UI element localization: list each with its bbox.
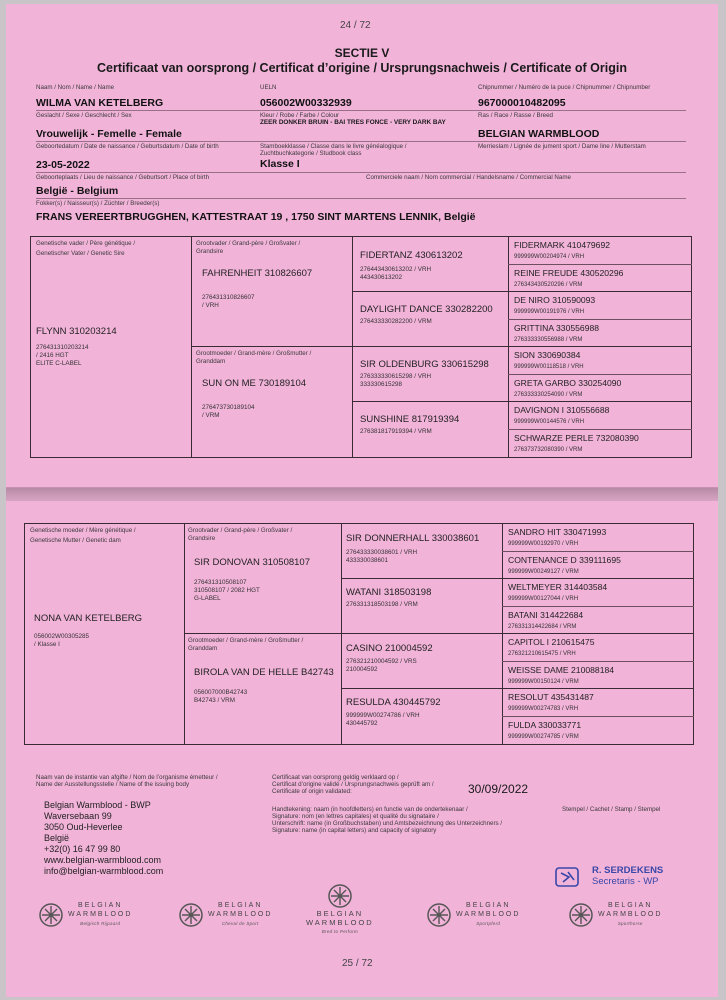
ancestor-info: 276321210004592 / VRS 210004592 — [346, 658, 417, 673]
issuer-line: Belgian Warmblood - BWP — [44, 800, 151, 810]
logo-tagline: Bred to Perform — [321, 929, 358, 934]
chip-value: 967000010482095 — [478, 97, 566, 109]
ancestor-info: 999999W00191976 / VRH — [514, 309, 585, 315]
ancestor-info: 276381817919394 / VRM — [360, 428, 432, 435]
validated-label: Certificaat van oorsprong geldig verklaard op / — [272, 774, 399, 781]
logo-word: WARMBLOOD — [208, 911, 273, 918]
ancestor-info: 276331318503198 / VRM — [346, 601, 418, 608]
sire-name: FLYNN 310203214 — [36, 326, 117, 337]
ancestor-name: DAYLIGHT DANCE 330282200 — [360, 304, 493, 315]
ancestor-name: WEISSE DAME 210088184 — [508, 665, 615, 675]
validated-label-2: Certificat d’origine validé / Ursprungsnachweis geprüft am / — [272, 781, 434, 788]
sire-grandsire-name: FAHRENHEIT 310826607 — [202, 268, 313, 279]
ancestor-info: 276433330282200 / VRM — [360, 318, 432, 325]
logo-word: BELGIAN — [78, 902, 123, 909]
pob-value: België - Belgium — [36, 185, 119, 197]
ancestor-name: SIR DONNERHALL 330038601 — [346, 533, 480, 544]
divider — [36, 198, 686, 199]
certificate-page-bottom — [6, 500, 718, 997]
ancestor-info: 276373732080390 / VRM — [514, 447, 583, 453]
studbook-label-2: Zuchtbuchkategorie / Studbook class — [260, 150, 362, 157]
ancestor-info: 999999W00192970 / VRH — [508, 541, 579, 547]
ueln-value: 056002W00332939 — [260, 97, 352, 109]
ancestor-name: GRITTINA 330556988 — [514, 323, 600, 333]
breed-value: BELGIAN WARMBLOOD — [478, 128, 600, 140]
chip-label: Chipnummer / Numéro de la puce / Chipnummer / Chipnumber — [478, 84, 651, 91]
dam-grandsire-label-2: Grandsire — [188, 535, 216, 542]
dam-grandsire-name: SIR DONOVAN 310508107 — [194, 557, 310, 568]
ueln-label: UELN — [260, 84, 277, 91]
ancestor-name: DE NIRO 310590093 — [514, 295, 596, 305]
ancestor-info: 276343430520296 / VRM — [514, 282, 583, 288]
ancestor-info: 276321210615475 / VRH — [508, 651, 576, 657]
colour-value: ZEER DONKER BRUIN - BAI TRES FONCE - VERY DARK BAY — [260, 119, 446, 126]
signature-label-4: Signature: name (in capital letters) and capacity of signatory — [272, 827, 437, 834]
bwp-logo-icon — [426, 902, 452, 928]
bwp-logo — [178, 901, 272, 928]
ancestor-info: 999999W00204974 / VRH — [514, 254, 585, 260]
breeder-value: FRANS VEREERTBRUGGHEN, KATTESTRAAT 19 , 1750 SINT MARTENS LENNIK, België — [36, 211, 476, 223]
bwp-logo-icon — [178, 902, 204, 928]
signature-label: Handtekening: naam (in hoofdletters) en functie van de ondertekenaar / — [272, 806, 468, 813]
section-title: SECTIE V — [334, 46, 390, 60]
sire-label: Genetische vader / Père génétique / — [36, 240, 136, 247]
logo-word: BELGIAN — [316, 909, 364, 918]
divider — [36, 110, 686, 111]
commercial-name-label: Commerciele naam / Nom commercial / Handelsname / Commercial Name — [366, 174, 571, 181]
ancestor-name: SIR OLDENBURG 330615298 — [360, 359, 489, 370]
dam-info: 056002W00305285 / Klasse I — [34, 633, 89, 648]
sire-grandsire-info: 276431310826607 / VRH — [202, 294, 255, 309]
sire-granddam-name: SUN ON ME 730189104 — [202, 378, 307, 389]
dob-label: Geboortedatum / Date de naissance / Geburtsdatum / Date of birth — [36, 143, 219, 150]
sex-value: Vrouwelijk - Femelle - Female — [36, 128, 182, 140]
bwp-logo-icon — [38, 902, 64, 928]
ancestor-info: 999999W00274786 / VRH 430445792 — [346, 712, 420, 727]
ancestor-name: SUNSHINE 817919394 — [360, 414, 460, 425]
ancestor-info: 276433330038601 / VRH 433330038601 — [346, 549, 418, 564]
certificate-title: Certificaat van oorsprong / Certificat d’origine / Ursprungsnachweis / Certificate of Origin — [97, 61, 627, 75]
ancestor-name: CONTENANCE D 339111695 — [508, 555, 621, 565]
logo-word: WARMBLOOD — [68, 911, 133, 918]
ancestor-name: FIDERMARK 410479692 — [514, 240, 611, 250]
validated-label-3: Certificate of origin validated: — [272, 788, 352, 795]
dam-granddam-label: Grootmoeder / Grand-mère / Großmutter / — [188, 637, 304, 644]
stamp-label: Stempel / Cachet / Stamp / Stempel — [562, 806, 661, 813]
ancestor-info: 999999W00127044 / VRH — [508, 596, 579, 602]
logo-word: BELGIAN — [466, 902, 511, 909]
sire-granddam-label-2: Granddam — [196, 358, 226, 365]
dam-label-2: Genetische Mutter / Genetic dam — [30, 537, 121, 544]
ancestor-name: WELTMEYER 314403584 — [508, 582, 608, 592]
certificate-page-top — [6, 4, 718, 488]
issuer-line: 3050 Oud-Heverlee — [44, 822, 123, 832]
bwp-logo — [568, 901, 662, 928]
bwp-logo — [38, 901, 132, 928]
issuer-line: Waversebaan 99 — [44, 811, 112, 821]
ancestor-name: CAPITOL I 210615475 — [508, 637, 595, 647]
stamp-seal-icon — [554, 865, 582, 896]
logo-tagline: Belgisch Rijpaard — [80, 921, 121, 926]
sire-info: 276431310203214 / 2416 HGT ELITE C-LABEL — [36, 344, 89, 367]
ancestor-info: 999999W00274783 / VRH — [508, 706, 579, 712]
ancestor-name: RESULDA 430445792 — [346, 697, 441, 708]
ancestor-name: REINE FREUDE 430520296 — [514, 268, 624, 278]
logo-word: BELGIAN — [608, 902, 653, 909]
signature-label-2: Signature: nom (en lettres capitales) et qualité du signataire / — [272, 813, 439, 820]
issuer-line: België — [44, 833, 70, 843]
logo-tagline: Sportpferd — [476, 921, 501, 926]
sire-granddam-label: Grootmoeder / Grand-mère / Großmutter / — [196, 350, 312, 357]
ancestor-name: FULDA 330033771 — [508, 720, 582, 730]
bwp-logo-icon — [568, 902, 594, 928]
ancestor-info: 999999W00144576 / VRH — [514, 419, 585, 425]
issuer-line: www.belgian-warmblood.com — [44, 855, 162, 865]
issuer-line: info@belgian-warmblood.com — [44, 866, 164, 876]
ancestor-info: 276333330615298 / VRH 333330615298 — [360, 373, 432, 388]
ancestor-info: 999999W00274785 / VRM — [508, 734, 579, 740]
ancestor-info: 999999W00150124 / VRM — [508, 679, 579, 685]
dob-value: 23-05-2022 — [36, 159, 90, 171]
ancestor-name: CASINO 210004592 — [346, 643, 433, 654]
page-number-top: 24 / 72 — [340, 20, 371, 31]
page-number-bottom: 25 / 72 — [342, 958, 373, 969]
ancestor-name: SANDRO HIT 330471993 — [508, 527, 607, 537]
ancestor-info: 276333330254090 / VRM — [514, 392, 583, 398]
pob-label: Geboorteplaats / Lieu de naissance / Geburtsort / Place of birth — [36, 174, 210, 181]
sire-grandsire-label: Grootvader / Grand-père / Großvater / — [196, 240, 301, 247]
ancestor-info: 276443430613202 / VRH 443430613202 — [360, 266, 432, 281]
dam-granddam-name: BIROLA VAN DE HELLE B42743 — [194, 667, 334, 678]
validated-date: 30/09/2022 — [468, 782, 529, 796]
logo-word: WARMBLOOD — [598, 911, 663, 918]
issuer-label-2: Name der Ausstellungsstelle / Name of the issuing body — [36, 781, 190, 788]
stamp-name: R. SERDEKENS — [592, 865, 664, 876]
logo-word: BELGIAN — [218, 902, 263, 909]
logo-tagline: Cheval de Sport — [221, 921, 259, 926]
page-fold — [6, 488, 718, 500]
ancestor-name: FIDERTANZ 430613202 — [360, 250, 463, 261]
dam-grandsire-label: Grootvader / Grand-père / Großvater / — [188, 527, 293, 534]
issuer-line: +32(0) 16 47 99 80 — [44, 844, 121, 854]
sex-label: Geslacht / Sexe / Geschlecht / Sex — [36, 112, 132, 119]
ancestor-name: SCHWARZE PERLE 732080390 — [514, 433, 639, 443]
studbook-value: Klasse I — [260, 158, 300, 170]
sire-grandsire-label-2: Grandsire — [196, 248, 224, 255]
breeder-label: Fokker(s) / Naisseur(s) / Züchter / Breeder(s) — [36, 200, 160, 207]
dam-name: NONA VAN KETELBERG — [34, 613, 143, 624]
ancestor-name: RESOLUT 435431487 — [508, 692, 594, 702]
ancestor-name: WATANI 318503198 — [346, 587, 432, 598]
ancestor-info: 999999W00118518 / VRH — [514, 364, 584, 370]
signature-label-3: Unterschrift: name (in Großbuchstaben) und Amtsbezeichnung des Unterzeichners / — [272, 820, 503, 827]
stamp-role: Secretaris - WP — [592, 876, 659, 887]
bwp-logo-icon — [325, 883, 355, 909]
ancestor-info: 999999W00249127 / VRM — [508, 569, 579, 575]
ancestor-name: SION 330690384 — [514, 350, 581, 360]
logo-word: WARMBLOOD — [456, 911, 521, 918]
colour-label: Kleur / Robe / Farbe / Colour — [260, 112, 340, 119]
sport-line-label: Merrieslam / Lignée de jument sport / Dame line / Mutterstam — [478, 143, 646, 150]
dam-label: Genetische moeder / Mère génétique / — [30, 527, 136, 534]
logo-word: WARMBLOOD — [306, 918, 374, 927]
studbook-label: Stamboekklasse / Classe dans le livre généalogique / — [260, 143, 407, 150]
dam-granddam-label-2: Granddam — [188, 645, 218, 652]
logo-tagline: Sporthorse — [617, 921, 643, 926]
sire-label-2: Genetischer Vater / Genetic Sire — [36, 250, 125, 257]
issuer-label: Naam van de instantie van afgifte / Nom de l’organisme émetteur / — [36, 774, 218, 781]
ancestor-name: DAVIGNON I 310556688 — [514, 405, 610, 415]
ancestor-info: 276333330556988 / VRM — [514, 337, 583, 343]
ancestor-name: GRETA GARBO 330254090 — [514, 378, 622, 388]
divider — [36, 172, 686, 173]
name-label: Naam / Nom / Name / Name — [36, 84, 115, 91]
breed-label: Ras / Race / Rasse / Breed — [478, 112, 553, 119]
ancestor-name: BATANI 314422684 — [508, 610, 584, 620]
dam-granddam-info: 056007000B42743 B42743 / VRM — [194, 689, 248, 704]
divider — [36, 141, 686, 142]
horse-name: WILMA VAN KETELBERG — [36, 97, 164, 109]
ancestor-info: 276331314422684 / VRM — [508, 624, 577, 630]
dam-grandsire-info: 276431310508107 310508107 / 2082 HGT G-LABEL — [194, 579, 260, 602]
bwp-logo — [426, 901, 520, 928]
sire-granddam-info: 276473730189104 / VRM — [202, 404, 255, 419]
bwp-logo — [306, 883, 374, 936]
